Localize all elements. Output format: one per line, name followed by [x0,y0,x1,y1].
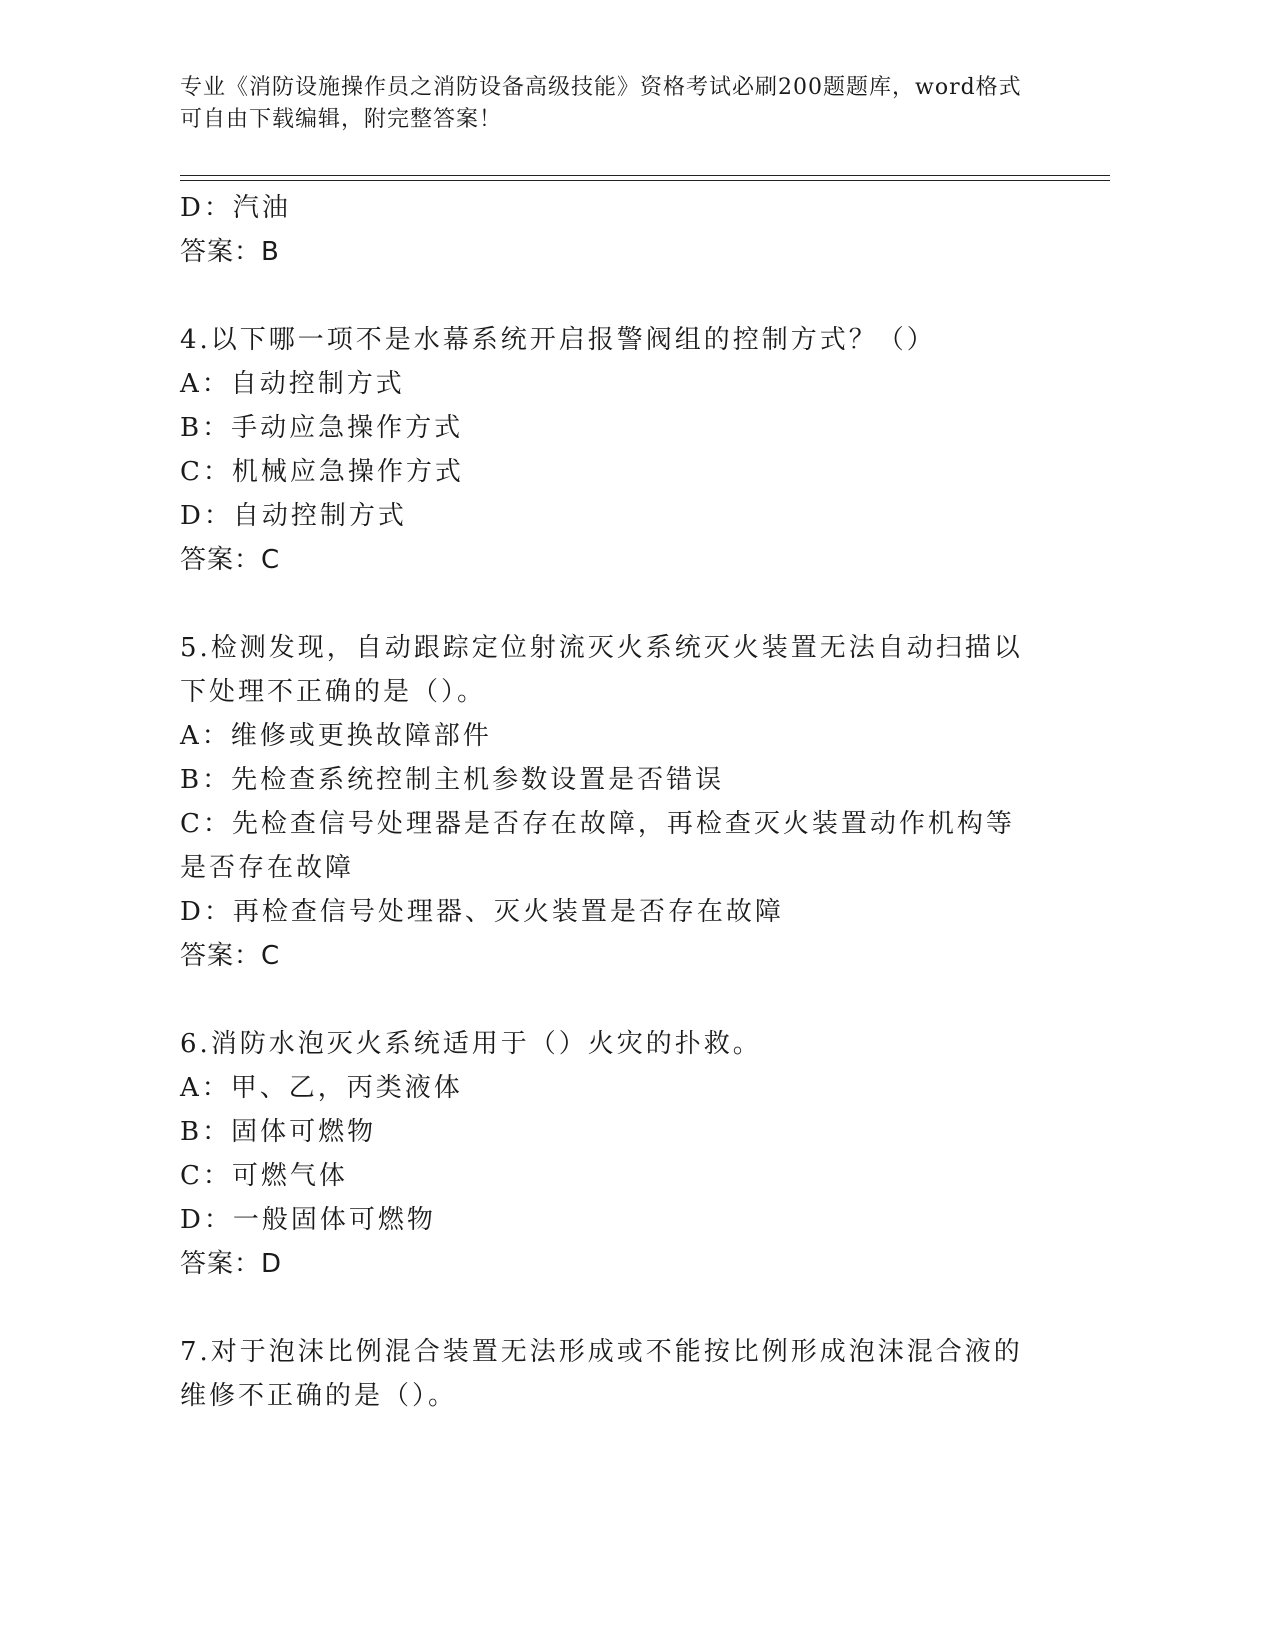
answer-label: 答案：C [180,545,281,575]
question-stem: 5.检测发现，自动跟踪定位射流灭火系统灭火装置无法自动扫描以下处理不正确的是（）。 [180,633,1023,707]
option-b: B：固体可燃物 [180,1117,377,1147]
question-7 [180,1330,1040,1418]
answer-label: 答案：C [180,941,281,971]
header-divider-bottom [180,180,1110,181]
option-d: D：一般固体可燃物 [180,1205,436,1235]
question-spacer [180,274,1040,318]
question-spacer [180,582,1040,626]
option-c: C：先检查信号处理器是否存在故障，再检查灭火装置动作机构等是否存在故障 [180,809,1015,883]
question-3-tail [180,186,1040,274]
question-stem: 6.消防水泡灭火系统适用于（）火灾的扑救。 [180,1029,762,1059]
question-list [180,186,1040,1418]
question-stem: 7.对于泡沫比例混合装置无法形成或不能按比例形成泡沫混合液的维修不正确的是（）。 [180,1337,1023,1411]
question-spacer [180,978,1040,1022]
option-d: D：汽油 [180,193,291,223]
option-a: A：自动控制方式 [180,369,405,399]
question-stem: 4.以下哪一项不是水幕系统开启报警阀组的控制方式？（） [180,325,936,355]
question-spacer [180,1286,1040,1330]
option-b: B：先检查系统控制主机参数设置是否错误 [180,765,725,795]
option-a: A：甲、乙，丙类液体 [180,1073,463,1103]
answer-label: 答案：D [180,1249,283,1279]
option-d: D：再检查信号处理器、灭火装置是否存在故障 [180,897,784,927]
option-b: B：手动应急操作方式 [180,413,464,443]
option-a: A：维修或更换故障部件 [180,721,492,751]
option-c: C：机械应急操作方式 [180,457,464,487]
question-5 [180,626,1040,978]
document-header: 专业《消防设施操作员之消防设备高级技能》资格考试必刷200题题库，word格式可自由下载编辑，附完整答案！ [180,75,1022,132]
option-d: D：自动控制方式 [180,501,407,531]
question-6 [180,1022,1040,1286]
option-c: C：可燃气体 [180,1161,348,1191]
header-divider-top [180,175,1110,176]
answer-label: 答案：B [180,237,280,267]
question-4 [180,318,1040,582]
